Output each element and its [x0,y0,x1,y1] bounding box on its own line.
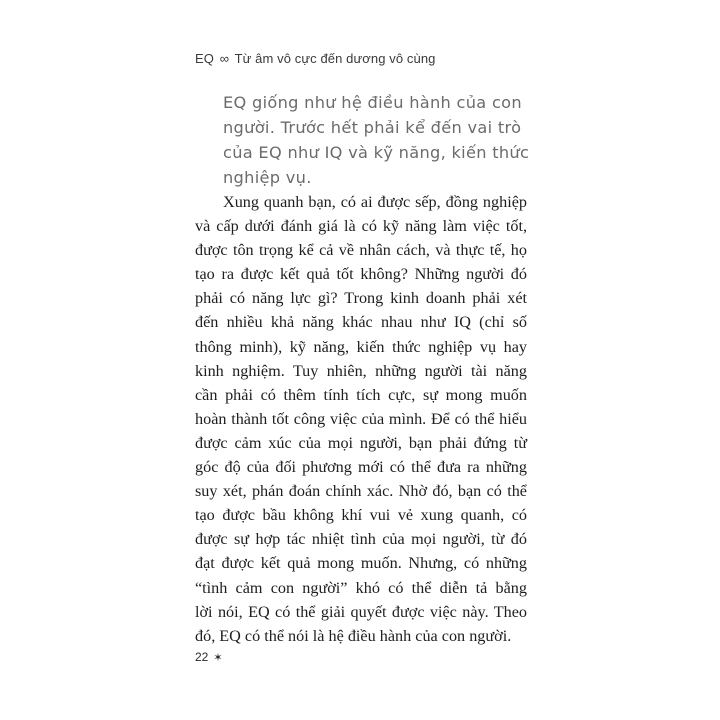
text-line: được sự hợp tác nhiệt tình của mọi người, từ đó [195,530,527,549]
text-line: được tôn trọng kể cả về nhân cách, và thực tế, họ [195,241,527,260]
page-footer [195,650,223,664]
text-line: đạt được kết quả mong muốn. Nhưng, có những [195,554,527,573]
text-line: và cấp dưới đánh giá là có kỹ năng làm việc tốt, [195,217,527,236]
text-line: Xung quanh bạn, có ai được sếp, đồng nghiệp [223,193,527,211]
text-line: “tình cảm con người” khó có thể diễn tả bằng [195,578,527,597]
body-paragraph [195,190,527,648]
text-line: phải có năng lực gì? Trong kinh doanh phải xét [195,289,527,308]
running-header [195,51,436,66]
pull-quote-line: của EQ như IQ và kỹ năng, kiến thức [223,143,530,162]
pull-quote-line: người. Trước hết phải kể đến vai trò [223,118,522,137]
text-line: được cảm xúc của mọi người, bạn phải đứng từ [195,433,527,452]
text-line: đó, EQ có thể nói là hệ điều hành của con người. [195,626,512,645]
star-icon: ✶ [213,652,223,664]
book-title: Từ âm vô cực đến dương vô cùng [234,51,436,66]
page-number: 22 [195,650,209,664]
text-line: cần phải có thêm tính tích cực, sự mong muốn [195,385,527,404]
pull-quote-line: nghiệp vụ. [223,168,312,187]
text-line: kinh nghiệm. Tuy nhiên, những người tài năng [195,361,527,380]
book-code: EQ [195,51,214,66]
text-line: lời nói, EQ có thể giải quyết được việc này. Theo [195,602,527,621]
text-line: thông minh), kỹ năng, kiến thức nghiệp vụ hay [195,337,527,356]
text-line: góc độ của đối phương mới có thể đưa ra những [195,458,527,477]
text-line: suy xét, phán đoán chính xác. Nhờ đó, bạn có thể [195,482,527,501]
text-line: hoàn thành tốt công việc của mình. Để có thể hiểu [195,409,527,428]
text-line: tạo được bầu không khí vui vẻ xung quanh, có [195,506,527,525]
text-line: tạo ra được kết quả tốt không? Những người đó [195,265,527,284]
pull-quote-line: EQ giống như hệ điều hành của con [223,93,522,112]
infinity-icon: ∞ [219,51,230,66]
text-line: đến nhiều khả năng khác nhau như IQ (chỉ số [195,313,527,332]
pull-quote [223,90,553,190]
